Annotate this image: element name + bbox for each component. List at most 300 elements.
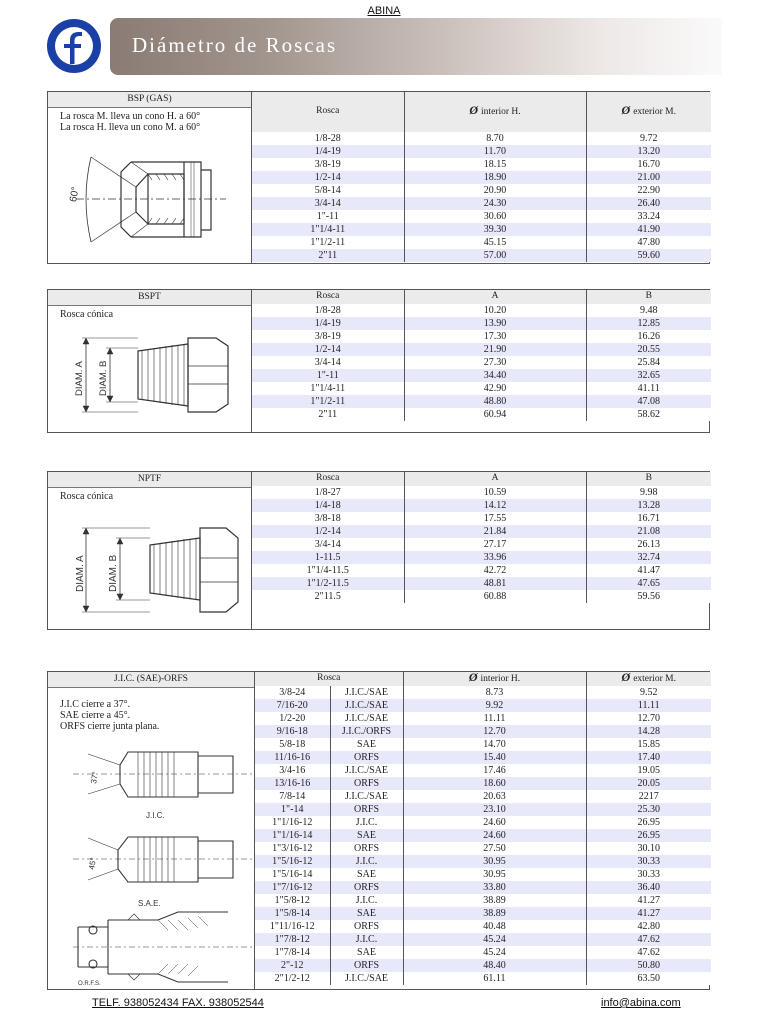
- jic-cell: J.I.C./SAE: [330, 699, 403, 712]
- bsp-cell: 30.60: [404, 210, 586, 223]
- nptf-cell: 59.56: [586, 590, 711, 603]
- bsp-cell: 33.24: [586, 210, 711, 223]
- table-row: [252, 184, 711, 197]
- jic-cell: 30.95: [403, 855, 586, 868]
- table-row: [252, 158, 711, 171]
- bspt-desc: Rosca cónica: [60, 309, 114, 320]
- jic-cell: 11.11: [586, 699, 711, 712]
- bspt-cell: 2"11: [252, 408, 404, 421]
- bsp-cell: 59.60: [586, 249, 711, 262]
- jic-cell: ORFS: [330, 842, 403, 855]
- jic-col-header-label: interior H.: [480, 674, 521, 685]
- jic-cell: 1"7/16-12: [255, 881, 330, 894]
- jic-cell: 26.95: [586, 829, 711, 842]
- jic-cell: 3/8-24: [255, 686, 330, 699]
- nptf-cell: 32.74: [586, 551, 711, 564]
- bspt-header-row: [252, 290, 711, 304]
- bsp-cell: 39.30: [404, 223, 586, 236]
- jic-cell: J.I.C.: [330, 933, 403, 946]
- jic-cell: 7/8-14: [255, 790, 330, 803]
- table-row: [255, 829, 711, 842]
- table-row: [252, 408, 711, 421]
- footer-contact-phone: TELF. 938052434 FAX. 938052544: [92, 997, 264, 1009]
- jic-cell: 11.11: [403, 712, 586, 725]
- table-row: [255, 790, 711, 803]
- table-row: [252, 564, 711, 577]
- jic-cell: SAE: [330, 738, 403, 751]
- nptf-col-header-label: B: [645, 473, 652, 484]
- jic-cell: 3/4-16: [255, 764, 330, 777]
- jic-cell: SAE: [330, 829, 403, 842]
- jic-cell: 19.05: [586, 764, 711, 777]
- jic-cell: 30.33: [586, 868, 711, 881]
- jic-cell: 14.28: [586, 725, 711, 738]
- jic-cell: 24.60: [403, 816, 586, 829]
- jic-cell: 11/16-16: [255, 751, 330, 764]
- jic-cell: 1"7/8-12: [255, 933, 330, 946]
- bspt-cell: 32.65: [586, 369, 711, 382]
- bsp-desc-line1: La rosca M. lleva un cono H. a 60°: [60, 111, 201, 122]
- table-row: [252, 356, 711, 369]
- bspt-col-header: [586, 290, 711, 304]
- nptf-cell: 47.65: [586, 577, 711, 590]
- nptf-cell: 16.71: [586, 512, 711, 525]
- bsp-cell: 41.90: [586, 223, 711, 236]
- nptf-desc: Rosca cónica: [60, 491, 114, 502]
- bsp-info-panel: [47, 91, 252, 264]
- nptf-cell: 1/2-14: [252, 525, 404, 538]
- bsp-cell: 1"-11: [252, 210, 404, 223]
- bspt-col-header: [252, 290, 404, 304]
- diameter-icon: Ø: [468, 670, 481, 685]
- table-row: [255, 803, 711, 816]
- bspt-cell: 1"1/2-11: [252, 395, 404, 408]
- bspt-cell: 48.80: [404, 395, 586, 408]
- bsp-angle-label: 60°: [68, 186, 82, 203]
- nptf-cell: 1"1/4-11.5: [252, 564, 404, 577]
- nptf-cell: 14.12: [404, 499, 586, 512]
- jic-cell: 2"1/2-12: [255, 972, 330, 985]
- table-row: [255, 868, 711, 881]
- bsp-cell: 22.90: [586, 184, 711, 197]
- bspt-cell: 58.62: [586, 408, 711, 421]
- jic-cell: 2217: [586, 790, 711, 803]
- jic-cell: 41.27: [586, 907, 711, 920]
- table-row: [252, 249, 711, 262]
- jic-desc-line1: J.I.C cierre a 37°.: [60, 699, 131, 710]
- jic-cell: 61.11: [403, 972, 586, 985]
- bsp-cell: 3/8-19: [252, 158, 404, 171]
- table-row: [252, 512, 711, 525]
- jic-cell: J.I.C./SAE: [330, 686, 403, 699]
- jic-cell: 38.89: [403, 894, 586, 907]
- table-row: [255, 855, 711, 868]
- bsp-cell: 47.80: [586, 236, 711, 249]
- bspt-cell: 1"1/4-11: [252, 382, 404, 395]
- bsp-cell: 9.72: [586, 132, 711, 145]
- bsp-col-header-label: Rosca: [316, 106, 340, 117]
- jic-cell: 9/16-18: [255, 725, 330, 738]
- jic-cell: 8.73: [403, 686, 586, 699]
- jic-cell: 27.50: [403, 842, 586, 855]
- nptf-cell: 21.08: [586, 525, 711, 538]
- bspt-col-header-label: B: [645, 291, 652, 302]
- nptf-cell: 3/8-18: [252, 512, 404, 525]
- nptf-cell: 48.81: [404, 577, 586, 590]
- bspt-table: [252, 290, 711, 421]
- jic-cell: ORFS: [330, 920, 403, 933]
- bsp-col-header-label: interior H.: [481, 107, 521, 118]
- table-row: [252, 236, 711, 249]
- jic-cell: 1"11/16-12: [255, 920, 330, 933]
- jic-cell: 1"-14: [255, 803, 330, 816]
- bspt-cell: 21.90: [404, 343, 586, 356]
- section-bspt: [47, 289, 710, 433]
- header-link[interactable]: ABINA: [367, 5, 401, 17]
- table-row: [252, 551, 711, 564]
- bsp-title: BSP (GAS): [48, 92, 251, 108]
- nptf-cell: 10.59: [404, 486, 586, 499]
- jic-cell: J.I.C.: [330, 894, 403, 907]
- table-row: [255, 699, 711, 712]
- jic-desc-line3: ORFS cierre junta plana.: [60, 721, 160, 732]
- jic-cell: 26.95: [586, 816, 711, 829]
- table-row: [255, 881, 711, 894]
- bspt-cell: 3/8-19: [252, 330, 404, 343]
- jic-cell: 30.10: [586, 842, 711, 855]
- jic-cell: 41.27: [586, 894, 711, 907]
- bspt-cell: 42.90: [404, 382, 586, 395]
- nptf-cell: 13.28: [586, 499, 711, 512]
- table-row: [252, 382, 711, 395]
- bsp-cell: 24.30: [404, 197, 586, 210]
- table-row: [252, 171, 711, 184]
- jic-cell: 40.48: [403, 920, 586, 933]
- bsp-cell: 16.70: [586, 158, 711, 171]
- table-row: [255, 777, 711, 790]
- footer-email-link[interactable]: info@abina.com: [601, 997, 681, 1009]
- nptf-cell: 33.96: [404, 551, 586, 564]
- bsp-col-header-label: exterior M.: [633, 107, 676, 118]
- jic-cell: 1"1/16-12: [255, 816, 330, 829]
- table-row: [252, 210, 711, 223]
- jic-cell: 12.70: [403, 725, 586, 738]
- jic-table: [255, 672, 711, 985]
- jic-col-header-label: exterior M.: [633, 674, 676, 685]
- jic-cell: 15.85: [586, 738, 711, 751]
- bspt-diam-a-label: DIAM. A: [74, 361, 85, 396]
- jic-cell: 1"7/8-14: [255, 946, 330, 959]
- table-row: [255, 920, 711, 933]
- jic-title: J.I.C. (SAE)-ORFS: [48, 672, 254, 688]
- table-row: [252, 343, 711, 356]
- bsp-cell: 20.90: [404, 184, 586, 197]
- bspt-cell: 34.40: [404, 369, 586, 382]
- table-row: [252, 369, 711, 382]
- jic-cell: 1"1/16-14: [255, 829, 330, 842]
- table-row: [252, 197, 711, 210]
- bspt-cell: 1"-11: [252, 369, 404, 382]
- bspt-cell: 13.90: [404, 317, 586, 330]
- table-row: [252, 304, 711, 317]
- nptf-cell: 1-11.5: [252, 551, 404, 564]
- nptf-title: NPTF: [48, 472, 251, 488]
- nptf-col-header: [586, 472, 711, 486]
- nptf-cell: 27.17: [404, 538, 586, 551]
- bspt-cell: 20.55: [586, 343, 711, 356]
- jic-cell: ORFS: [330, 881, 403, 894]
- nptf-cell: 41.47: [586, 564, 711, 577]
- bspt-fitting-drawing: [68, 326, 243, 426]
- jic-cell: J.I.C./ORFS: [330, 725, 403, 738]
- jic-cell: 17.40: [586, 751, 711, 764]
- nptf-cell: 26.13: [586, 538, 711, 551]
- table-row: [255, 842, 711, 855]
- diameter-icon: Ø: [621, 103, 634, 118]
- company-logo: [46, 18, 102, 74]
- bspt-cell: 1/4-19: [252, 317, 404, 330]
- jic-cell: 9.52: [586, 686, 711, 699]
- jic-cell: 12.70: [586, 712, 711, 725]
- section-jic: [47, 671, 710, 990]
- table-row: [252, 145, 711, 158]
- jic-cell: 1"5/8-12: [255, 894, 330, 907]
- nptf-col-header: [404, 472, 586, 486]
- jic-cell: 23.10: [403, 803, 586, 816]
- bsp-cell: 11.70: [404, 145, 586, 158]
- diameter-icon: Ø: [621, 670, 634, 685]
- jic-cell: 15.40: [403, 751, 586, 764]
- bspt-title: BSPT: [48, 290, 251, 306]
- bsp-cell: 45.15: [404, 236, 586, 249]
- jic-cell: J.I.C./SAE: [330, 764, 403, 777]
- jic-cell: 14.70: [403, 738, 586, 751]
- jic-cell: SAE: [330, 868, 403, 881]
- table-row: [252, 499, 711, 512]
- jic-label-jic: J.I.C.: [146, 811, 165, 820]
- jic-col-header: [255, 672, 403, 686]
- jic-cell: 33.80: [403, 881, 586, 894]
- nptf-info-panel: [47, 471, 252, 630]
- nptf-cell: 2"11.5: [252, 590, 404, 603]
- table-row: [252, 538, 711, 551]
- bsp-cell: 1/8-28: [252, 132, 404, 145]
- jic-cell: 47.62: [586, 946, 711, 959]
- bspt-cell: 25.84: [586, 356, 711, 369]
- nptf-cell: 1"1/2-11.5: [252, 577, 404, 590]
- jic-cell: ORFS: [330, 777, 403, 790]
- diameter-icon: Ø: [469, 103, 482, 118]
- bsp-cell: 1"1/2-11: [252, 236, 404, 249]
- table-row: [255, 946, 711, 959]
- table-row: [255, 738, 711, 751]
- jic-cell: SAE: [330, 907, 403, 920]
- nptf-col-header: [252, 472, 404, 486]
- jic-cell: J.I.C./SAE: [330, 790, 403, 803]
- bsp-cell: 18.15: [404, 158, 586, 171]
- jic-cell: J.I.C.: [330, 816, 403, 829]
- bspt-cell: 47.08: [586, 395, 711, 408]
- jic-cell: 13/16-16: [255, 777, 330, 790]
- nptf-cell: 42.72: [404, 564, 586, 577]
- bsp-cell: 26.40: [586, 197, 711, 210]
- jic-cell: J.I.C./SAE: [330, 712, 403, 725]
- table-row: [255, 907, 711, 920]
- jic-cell: 45.24: [403, 933, 586, 946]
- bspt-cell: 16.26: [586, 330, 711, 343]
- table-row: [255, 712, 711, 725]
- nptf-cell: 1/8-27: [252, 486, 404, 499]
- section-bsp: [47, 91, 710, 264]
- bsp-col-header: [586, 92, 711, 132]
- jic-cell: 42.80: [586, 920, 711, 933]
- nptf-table: [252, 472, 711, 603]
- table-row: [255, 764, 711, 777]
- jic-desc-line2: SAE cierre a 45°.: [60, 710, 131, 721]
- jic-cell: 5/8-18: [255, 738, 330, 751]
- section-nptf: [47, 471, 710, 630]
- bspt-cell: 27.30: [404, 356, 586, 369]
- bsp-cell: 3/4-14: [252, 197, 404, 210]
- bspt-diam-b-label: DIAM. B: [98, 360, 109, 396]
- jic-fittings-drawing: [68, 742, 253, 987]
- table-row: [252, 590, 711, 603]
- jic-cell: 1"5/8-14: [255, 907, 330, 920]
- bsp-cell: 21.00: [586, 171, 711, 184]
- nptf-cell: 1/4-18: [252, 499, 404, 512]
- bsp-header-row: [252, 92, 711, 132]
- bsp-cell: 57.00: [404, 249, 586, 262]
- jic-angle-45: 45°: [87, 856, 99, 871]
- jic-cell: 20.63: [403, 790, 586, 803]
- jic-cell: SAE: [330, 946, 403, 959]
- bspt-cell: 12.85: [586, 317, 711, 330]
- bspt-cell: 3/4-14: [252, 356, 404, 369]
- jic-col-header-label: Rosca: [317, 673, 341, 684]
- jic-cell: 36.40: [586, 881, 711, 894]
- bspt-cell: 9.48: [586, 304, 711, 317]
- bspt-cell: 10.20: [404, 304, 586, 317]
- jic-cell: 1/2-20: [255, 712, 330, 725]
- jic-cell: 38.89: [403, 907, 586, 920]
- table-row: [252, 132, 711, 145]
- nptf-diam-a-label: DIAM. A: [75, 555, 86, 592]
- bsp-table: [252, 92, 711, 262]
- jic-angle-37: 37°: [89, 770, 101, 785]
- jic-cell: J.I.C.: [330, 855, 403, 868]
- jic-cell: ORFS: [330, 803, 403, 816]
- table-row: [255, 894, 711, 907]
- bsp-cell: 1"1/4-11: [252, 223, 404, 236]
- jic-label-sae: S.A.E.: [138, 899, 161, 908]
- bsp-cell: 5/8-14: [252, 184, 404, 197]
- nptf-diam-b-label: DIAM. B: [108, 554, 119, 592]
- table-row: [255, 959, 711, 972]
- table-row: [252, 223, 711, 236]
- bsp-cell: 2"11: [252, 249, 404, 262]
- bsp-col-header: [404, 92, 586, 132]
- bsp-col-header: [252, 92, 404, 132]
- table-row: [252, 395, 711, 408]
- table-row: [252, 317, 711, 330]
- bsp-cell: 1/2-14: [252, 171, 404, 184]
- table-row: [255, 751, 711, 764]
- jic-cell: 50.80: [586, 959, 711, 972]
- jic-cell: 1"5/16-14: [255, 868, 330, 881]
- jic-cell: 30.95: [403, 868, 586, 881]
- table-row: [255, 816, 711, 829]
- table-row: [252, 330, 711, 343]
- jic-cell: 9.92: [403, 699, 586, 712]
- jic-header-row: [255, 672, 711, 686]
- bspt-col-header-label: A: [491, 291, 499, 302]
- jic-col-header: [586, 672, 711, 686]
- jic-cell: 1"5/16-12: [255, 855, 330, 868]
- nptf-header-row: [252, 472, 711, 486]
- nptf-fitting-drawing: [70, 520, 245, 620]
- table-row: [252, 577, 711, 590]
- jic-cell: 47.62: [586, 933, 711, 946]
- bsp-cell: 8.70: [404, 132, 586, 145]
- bsp-fitting-drawing: [68, 142, 226, 257]
- bsp-desc-line2: La rosca H. lleva un cono M. a 60°: [60, 122, 201, 133]
- jic-cell: 7/16-20: [255, 699, 330, 712]
- nptf-cell: 9.98: [586, 486, 711, 499]
- bspt-col-header: [404, 290, 586, 304]
- bspt-cell: 17.30: [404, 330, 586, 343]
- bspt-cell: 1/8-28: [252, 304, 404, 317]
- bsp-cell: 1/4-19: [252, 145, 404, 158]
- table-row: [255, 686, 711, 699]
- nptf-cell: 60.88: [404, 590, 586, 603]
- jic-cell: 30.33: [586, 855, 711, 868]
- bsp-cell: 13.20: [586, 145, 711, 158]
- bspt-cell: 1/2-14: [252, 343, 404, 356]
- table-row: [252, 525, 711, 538]
- nptf-col-header-label: A: [491, 473, 499, 484]
- nptf-col-header-label: Rosca: [316, 473, 340, 484]
- jic-cell: J.I.C./SAE: [330, 972, 403, 985]
- bspt-cell: 60.94: [404, 408, 586, 421]
- page-title: Diámetro de Roscas: [132, 33, 338, 57]
- jic-info-panel: [47, 671, 255, 990]
- bspt-info-panel: [47, 289, 252, 433]
- jic-cell: 63.50: [586, 972, 711, 985]
- jic-cell: 45.24: [403, 946, 586, 959]
- table-row: [255, 933, 711, 946]
- bspt-cell: 41.11: [586, 382, 711, 395]
- table-row: [255, 972, 711, 985]
- jic-col-header: [403, 672, 586, 686]
- jic-cell: 17.46: [403, 764, 586, 777]
- jic-cell: ORFS: [330, 751, 403, 764]
- table-row: [255, 725, 711, 738]
- jic-label-orfs: O.R.F.S.: [78, 981, 101, 987]
- jic-cell: 20.05: [586, 777, 711, 790]
- table-row: [252, 486, 711, 499]
- jic-cell: 1"3/16-12: [255, 842, 330, 855]
- jic-cell: 18.60: [403, 777, 586, 790]
- nptf-cell: 21.84: [404, 525, 586, 538]
- jic-cell: ORFS: [330, 959, 403, 972]
- bsp-cell: 18.90: [404, 171, 586, 184]
- jic-cell: 25.30: [586, 803, 711, 816]
- title-banner: [110, 18, 722, 75]
- nptf-cell: 17.55: [404, 512, 586, 525]
- nptf-cell: 3/4-14: [252, 538, 404, 551]
- jic-cell: 48.40: [403, 959, 586, 972]
- jic-cell: 24.60: [403, 829, 586, 842]
